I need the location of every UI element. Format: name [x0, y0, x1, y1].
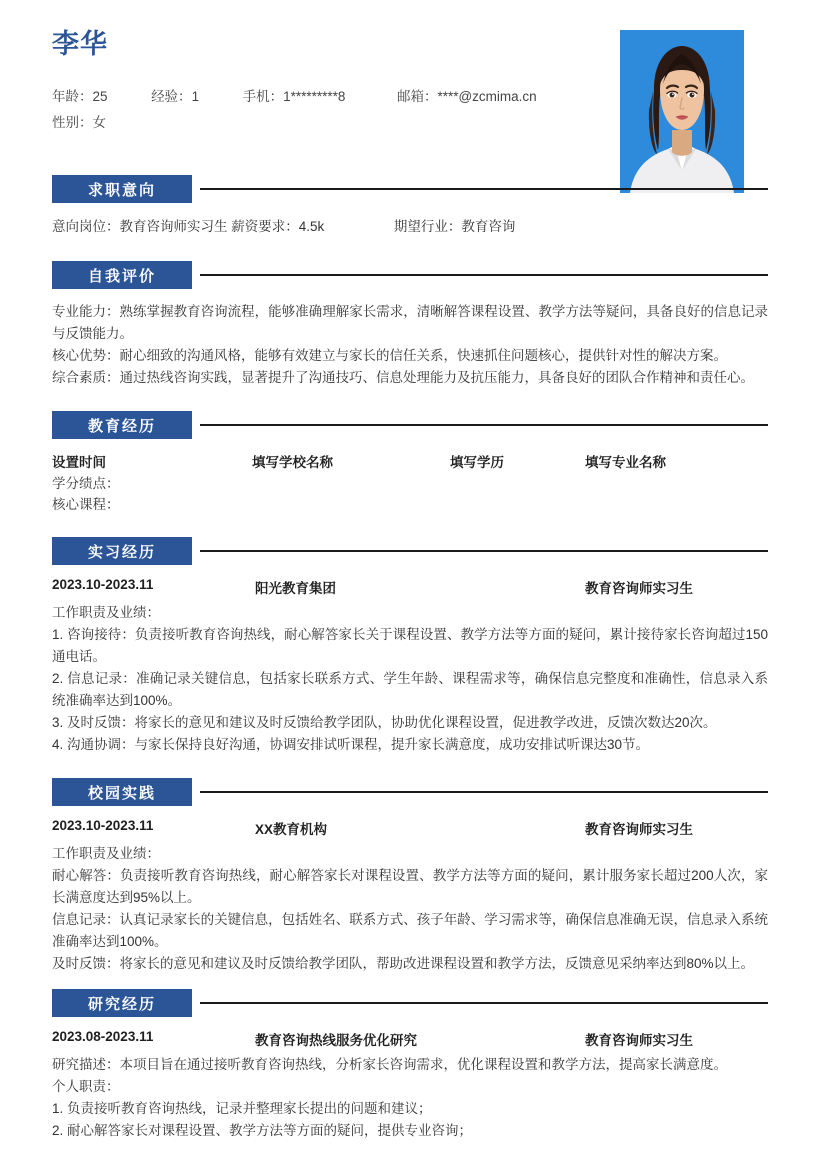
campus-practice-item: 耐心解答：负责接听教育咨询热线，耐心解答家长对课程设置、教学方法等方面的疑问，累计服务家长超过200人次，家长满意度达到95%以上。 [52, 868, 768, 905]
self-evaluation-body [52, 301, 768, 389]
internship-body [52, 602, 768, 756]
research-body [52, 1054, 768, 1142]
section-divider [200, 1002, 768, 1004]
section-title-research: 研究经历 [52, 989, 192, 1017]
internship-organization: 阳光教育集团 [255, 581, 336, 596]
section-self-evaluation [0, 261, 820, 389]
internship-subheading: 工作职责及业绩： [52, 605, 160, 620]
industry-label: 期望行业： [393, 219, 462, 234]
internship-job-title: 教育咨询师实习生 [585, 581, 693, 596]
education-col-time: 设置时间 [52, 455, 106, 470]
section-header [52, 261, 768, 291]
job-intention-row [52, 215, 768, 239]
gender-field [52, 110, 106, 136]
section-divider [200, 791, 768, 793]
section-campus-practice [0, 778, 820, 975]
section-title-self-evaluation: 自我评价 [52, 261, 192, 289]
internship-item: 1. 咨询接待：负责接听教育咨询热线，耐心解答家长关于课程设置、教学方法等方面的疑问，累计接待家长咨询超过150通电话。 [52, 627, 768, 664]
section-header [52, 537, 768, 567]
research-job-title: 教育咨询师实习生 [585, 1033, 693, 1048]
position-label: 意向岗位： [52, 219, 120, 234]
section-header [52, 411, 768, 441]
email-label: 邮箱： [396, 89, 438, 105]
section-divider [200, 424, 768, 426]
section-education [0, 411, 820, 515]
section-title-internship: 实习经历 [52, 537, 192, 565]
phone-field [243, 84, 346, 110]
phone-value: 1*********8 [283, 89, 346, 105]
self-evaluation-line: 专业能力：熟练掌握教育咨询流程，能够准确理解家长需求，清晰解答课程设置、教学方法等疑问，具备良好的信息记录与反馈能力。 [52, 304, 768, 341]
gender-value: 女 [92, 115, 106, 131]
experience-label: 经验： [151, 89, 192, 105]
gender-label: 性别： [52, 115, 93, 131]
campus-practice-subheading: 工作职责及业绩： [52, 846, 160, 861]
campus-practice-organization: XX教育机构 [255, 822, 328, 837]
campus-practice-item: 及时反馈：将家长的意见和建议及时反馈给教学团队，帮助改进课程设置和教学方法，反馈意见采纳率达到80%以上。 [52, 956, 755, 971]
self-evaluation-line: 核心优势：耐心细致的沟通风格，能够有效建立与家长的信任关系，快速抓住问题核心，提供针对性的解决方案。 [52, 348, 727, 363]
section-internship [0, 537, 820, 756]
campus-practice-job-title: 教育咨询师实习生 [585, 822, 693, 837]
industry-value: 教育咨询 [461, 219, 516, 234]
avatar [620, 30, 744, 193]
internship-item: 3. 及时反馈：将家长的意见和建议及时反馈给教学团队，协助优化课程设置，促进教学改进，反馈次数达20次。 [52, 715, 717, 730]
campus-practice-body [52, 843, 768, 975]
campus-practice-item: 信息记录：认真记录家长的关键信息，包括姓名、联系方式、孩子年龄、学习需求等，确保信息准确无误，信息录入系统准确率达到100%。 [52, 912, 768, 949]
self-evaluation-line: 综合素质：通过热线咨询实践，显著提升了沟通技巧、信息处理能力及抗压能力，具备良好的团队合作精神和责任心。 [52, 370, 754, 385]
section-divider [200, 188, 768, 190]
research-item: 1. 负责接听教育咨询热线，记录并整理家长提出的问题和建议； [52, 1101, 432, 1116]
experience-field [151, 84, 199, 110]
resume-header [0, 0, 820, 175]
phone-label: 手机： [242, 89, 284, 105]
research-description: 研究描述：本项目旨在通过接听教育咨询热线，分析家长咨询需求，优化课程设置和教学方法，提高家长满意度。 [52, 1057, 727, 1072]
portrait-photo-icon [620, 30, 744, 193]
campus-practice-date: 2023.10-2023.11 [52, 818, 154, 833]
education-col-school: 填写学校名称 [252, 455, 333, 470]
section-header [52, 778, 768, 808]
email-value: ****@zcmima.cn [437, 89, 537, 105]
section-title-job-intention: 求职意向 [52, 175, 192, 203]
age-field [52, 84, 108, 110]
research-date: 2023.08-2023.11 [52, 1029, 154, 1044]
education-col-major: 填写专业名称 [585, 455, 666, 470]
position-value: 教育咨询师实习生 [119, 219, 228, 234]
page-title: 李华 [52, 29, 108, 59]
research-item: 2. 耐心解答家长对课程设置、教学方法等方面的疑问，提供专业咨询； [52, 1123, 473, 1138]
research-project-name: 教育咨询热线服务优化研究 [255, 1033, 417, 1048]
experience-value: 1 [191, 89, 200, 105]
email-field [397, 84, 537, 110]
education-courses: 核心课程： [52, 497, 120, 512]
education-gpa: 学分绩点： [52, 476, 120, 491]
section-header [52, 175, 768, 205]
section-divider [200, 274, 768, 276]
education-col-degree: 填写学历 [450, 455, 504, 470]
section-header [52, 989, 768, 1019]
internship-item: 2. 信息记录：准确记录关键信息，包括家长联系方式、学生年龄、课程需求等，确保信息完整度和准确性，信息录入系统准确率达到100%。 [52, 671, 768, 708]
research-entry-header [52, 1029, 768, 1052]
age-label: 年龄： [52, 89, 93, 105]
section-job-intention [0, 175, 820, 239]
campus-practice-entry-header [52, 818, 768, 841]
education-column-headers [52, 451, 768, 473]
research-duties-label: 个人职责： [52, 1079, 120, 1094]
internship-date: 2023.10-2023.11 [52, 577, 154, 592]
section-divider [200, 550, 768, 552]
section-title-campus-practice: 校园实践 [52, 778, 192, 806]
age-value: 25 [92, 89, 108, 105]
section-title-education: 教育经历 [52, 411, 192, 439]
salary-label: 薪资要求： [231, 219, 299, 234]
section-research [0, 989, 820, 1142]
internship-item: 4. 沟通协调：与家长保持良好沟通，协调安排试听课程，提升家长满意度，成功安排试听课达30节。 [52, 737, 650, 752]
internship-entry-header [52, 577, 768, 600]
salary-value: 4.5k [298, 219, 325, 234]
